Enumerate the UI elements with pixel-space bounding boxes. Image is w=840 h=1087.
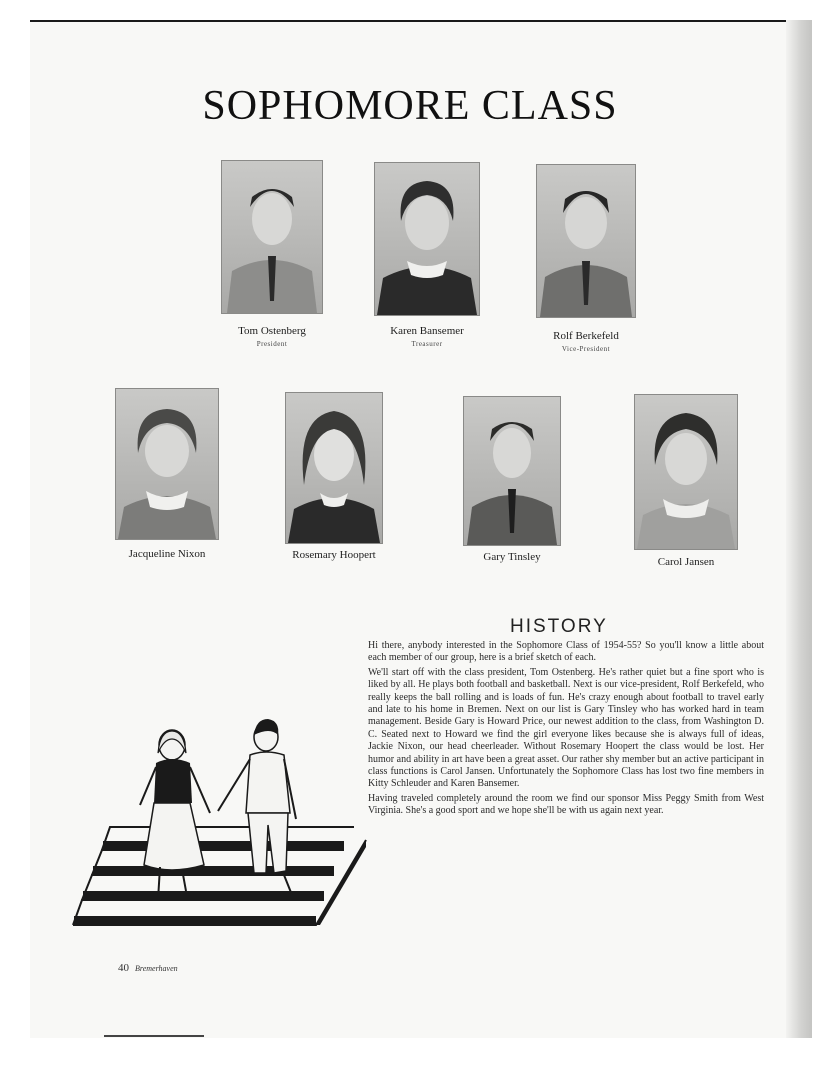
member-role: Vice-President [561, 345, 611, 353]
yearbook-page [30, 20, 812, 1038]
member-name: Rolf Berkefeld [553, 330, 619, 342]
member-tom-ostenberg [221, 160, 323, 370]
bottom-rule [104, 1035, 204, 1037]
couple-on-stairs-illustration-icon [70, 695, 370, 945]
history-paragraph: Having traveled completely around the room we find our sponsor Miss Peggy Smith from West Virginia. She's a good sport and we hope she'll be with us again next year. [368, 792, 764, 817]
member-name: Karen Bansemer [390, 325, 464, 337]
member-role: Treasurer [411, 340, 443, 348]
member-name: Gary Tinsley [483, 551, 541, 563]
member-carol-jansen [634, 394, 738, 574]
member-name: Tom Ostenberg [238, 325, 306, 337]
portrait-photo-icon [374, 162, 480, 316]
portrait-photo-icon [463, 396, 561, 546]
history-heading: HISTORY [510, 616, 608, 637]
portrait-photo-icon [285, 392, 383, 544]
book-spine-shadow [786, 20, 812, 1038]
member-name: Jacqueline Nixon [128, 548, 206, 560]
member-name: Rosemary Hoopert [292, 549, 376, 561]
portrait-photo-icon [221, 160, 323, 314]
portrait-photo-icon [115, 388, 219, 540]
member-karen-bansemer [374, 162, 480, 372]
member-jacqueline-nixon [115, 388, 219, 568]
member-gary-tinsley [463, 396, 561, 576]
member-rolf-berkefeld [536, 164, 636, 374]
publication-name: Bremerhaven [135, 964, 178, 973]
member-rosemary-hoopert [285, 392, 383, 572]
history-text [368, 640, 764, 820]
member-name: Carol Jansen [657, 556, 715, 568]
page-title: SOPHOMORE CLASS [202, 83, 618, 129]
page-number: 40 [118, 962, 129, 974]
history-paragraph: Hi there, anybody interested in the Sophomore Class of 1954-55? So you'll know a little about each member of our group, here is a brief sketch of each. [368, 640, 764, 664]
member-role: President [256, 340, 288, 348]
top-rule [30, 20, 790, 22]
history-paragraph: We'll start off with the class president, Tom Ostenberg. He's rather quiet but a fine sport who is liked by all. He plays both football and basketball. Next is our vice-president, Rolf Berkefeld, who really keeps the ball rolling and is loads of fun. He's crazy enough about football to travel early and late to his home in Bremen. Next on our list is Gary Tinsley who has worked hard in team management. Beside Gary is Howard Price, our newest addition to the class, from Washington D. C. Seated next to Howard we find the girl everyone likes because she is always full of ideas, Jackie Nixon, our head cheerleader. Without Rosemary Hoopert the class would be lost. Her humor and ability in art have been a great asset. Our rather shy member but an active participant in class functions is Carol Jansen. Unfortunately the Sophomore Class has lost two fine members in Kitty Schleuder and Karen Bansemer. [368, 666, 764, 790]
portrait-photo-icon [536, 164, 636, 318]
portrait-photo-icon [634, 394, 738, 550]
page-footer [118, 962, 178, 974]
